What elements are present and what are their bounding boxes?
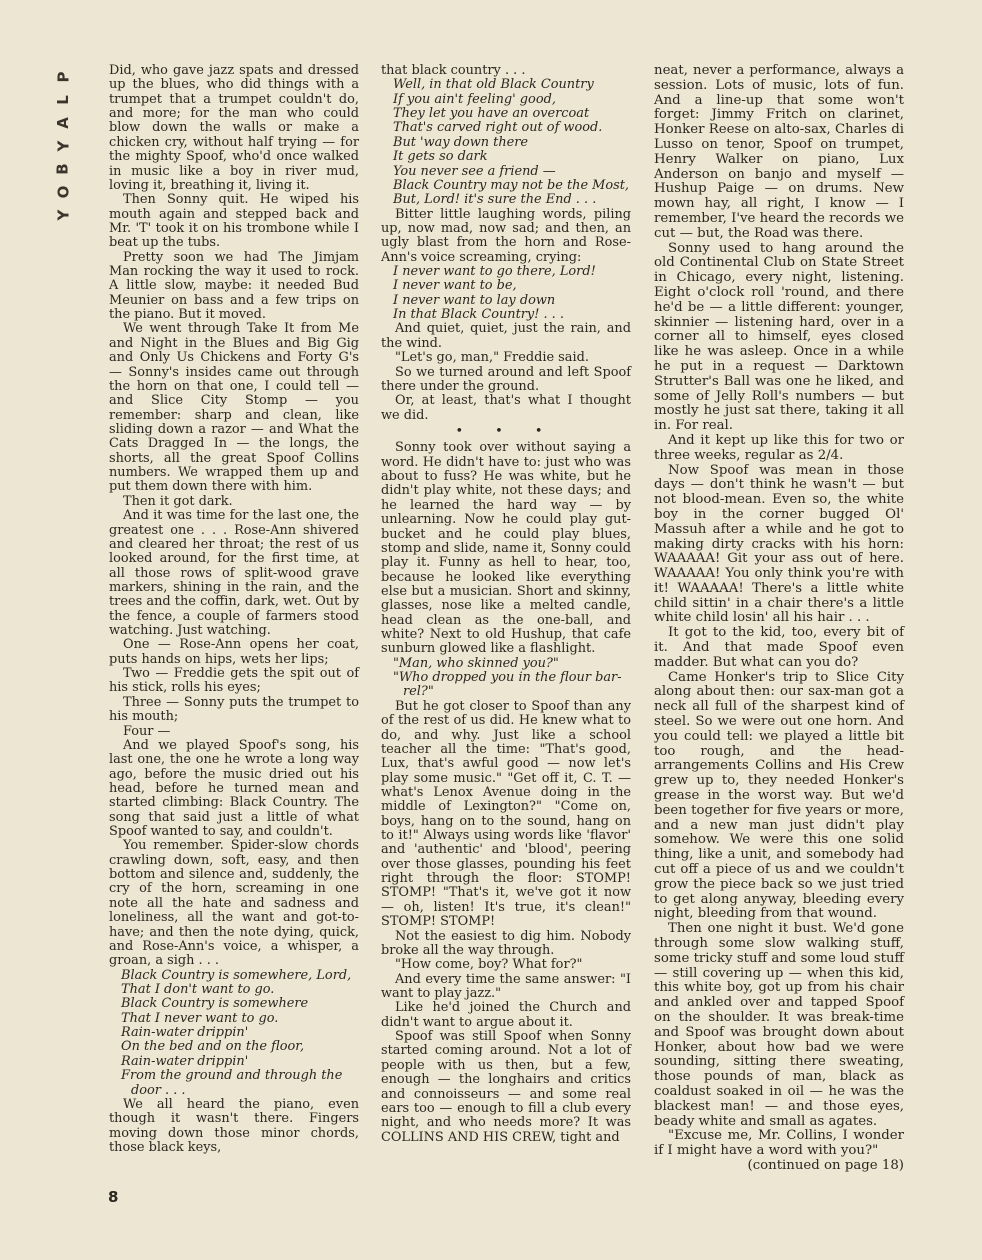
verse-line: I never want to go there, Lord!: [393, 264, 596, 280]
paragraph: Not the easiest to dig him. Nobody broke all the way through.: [381, 928, 631, 958]
paragraph: Then it got dark.: [123, 493, 233, 509]
verse-line: They let you have an overcoat: [393, 106, 590, 122]
verse-line: But 'way down there: [393, 134, 529, 150]
paragraph: Bitter little laughing words, piling up, now mad, now sad; and then, an ugly blast from the horn and Rose-Ann's voice screaming, crying:: [381, 206, 631, 265]
logo-letter: Y: [54, 140, 72, 152]
logo-letter: A: [53, 117, 72, 129]
text-column-3: [654, 64, 904, 1174]
verse-line: But, Lord! it's sure the End . . .: [393, 192, 597, 208]
verse-line: In that Black Country! . . .: [393, 307, 564, 323]
paragraph: Spoof was still Spoof when Sonny started coming around. Not a lot of people with us then, but a few, enough — the longhairs and critics and connoisseurs — and some real ears too — enough to fill a club every night, and who needs more? It was COLLINS AND HIS CREW, tight and: [381, 1029, 631, 1145]
logo-letter: B: [54, 163, 72, 175]
verse-line: door . . .: [131, 1082, 186, 1098]
verse-line: Black Country is somewhere: [121, 996, 309, 1012]
paragraph: "How come, boy? What for?": [395, 957, 583, 973]
verse-line: On the bed and on the floor,: [121, 1039, 305, 1055]
paragraph: Came Honker's trip to Slice City along about then: our sax-man got a neck all full of the sharpest kind of steel. So we were out one horn. And you could tell: we played a little bit too rough, and the head-arrangements Collins and His Crew grew up to, they needed Honker's grease in the worst way. But we'd been together for five years or more, and a new man just didn't play somehow. We were this one solid thing, like a unit, and somebody had cut off a piece of us and we couldn't grow the piece back so we just tried to get along anyway, bleeding every night, bleeding from that wound.: [654, 669, 904, 922]
paragraph: Four —: [123, 723, 171, 739]
verse-line: "Man, who skinned you?": [393, 655, 559, 671]
paragraph: And we played Spoof's song, his last one, the one he wrote a long way ago, before the music dried out his head, before he turned mean and started climbing: Black Country. The song that said just a little of what Spoof wanted to say, and couldn't.: [109, 737, 359, 840]
logo-letter: O: [53, 185, 72, 199]
paragraph: One — Rose-Ann opens her coat, puts hands on hips, wets her lips;: [109, 637, 359, 667]
verse-line: That I never want to go.: [121, 1010, 279, 1026]
verse-line: I never want to lay down: [393, 292, 556, 308]
paragraph: "Let's go, man," Freddie said.: [395, 350, 589, 366]
logo-letter: P: [54, 71, 72, 83]
paragraph: Or, at least, that's what I thought we did.: [381, 393, 631, 423]
verse-line: rel?": [403, 684, 434, 700]
paragraph: Like he'd joined the Church and didn't want to argue about it.: [381, 1000, 631, 1030]
paragraph: It got to the kid, too, every bit of it. And that made Spoof even madder. But what can you do?: [654, 625, 904, 670]
paragraph: And quiet, quiet, just the rain, and the wind.: [381, 321, 631, 351]
paragraph: "Excuse me, Mr. Collins, I wonder if I might have a word with you?": [654, 1128, 904, 1159]
paragraph: neat, never a performance, always a session. Lots of music, lots of fun. And a line-up that some won't forget: Jimmy Fritch on clarinet, Honker Reese on alto-sax, Charles di Lusso on tenor, Spoof on trumpet, Henry Walker on piano, Lux Anderson on banjo and myself — Hushup Paige — on drums. New mown hay, all right, I know — I remember, I've heard the records we cut — but, the Road was there.: [654, 63, 904, 241]
paragraph: You remember. Spider-slow chords crawling down, soft, easy, and then bottom and silence and, suddenly, the cry of the horn, screaming in one note all the hate and sadness and loneliness, all the want and got-to-have; and then the note dying, quick, and Rose-Ann's voice, a whisper, a groan, a sigh . . .: [109, 838, 359, 969]
page-number: 8: [108, 1188, 119, 1206]
paragraph: Pretty soon we had The Jimjam Man rocking the way it used to rock. A little slow, maybe: it needed Bud Meunier on bass and a few trips on the piano. But it moved.: [109, 249, 359, 323]
verse-line: Black Country may not be the Most,: [393, 177, 630, 193]
magazine-sidebar-logo: [52, 70, 74, 222]
verse-line: Well, in that old Black Country: [393, 77, 594, 93]
paragraph: Two — Freddie gets the spit out of his stick, rolls his eyes;: [109, 666, 359, 696]
paragraph: But he got closer to Spoof than any of the rest of us did. He knew what to do, and why. Just like a school teacher all the time: "That's good, Lux, that's awful good — now let's play some music." "Get off it, C. T. — what's Lenox Avenue doing in the middle of Lexington?" "Come on, boys, hang on to the sound, hang on to it!" Always using words like 'flavor' and 'authentic' and 'blood', peering over those glasses, pounding his feet right through the floor: STOMP! STOMP! "That's it, we've got it now — oh, listen! It's true, it's clean!" STOMP! STOMP!: [381, 698, 631, 930]
verse-line: I never want to be,: [393, 278, 517, 294]
text-column-1: [109, 64, 359, 1155]
paragraph: And it was time for the last one, the greatest one . . . Rose-Ann shivered and cleared her throat; the rest of us looked around, for the first time, at all those rows of split-wood grave markers, shining in the rain, and the trees and the coffin, dark, wet. Out by the fence, a couple of farmers stood watching. Just watching.: [109, 508, 359, 639]
verse-line: Black Country is somewhere, Lord,: [121, 967, 352, 983]
paragraph: And it kept up like this for two or three weeks, regular as 2/4.: [654, 432, 904, 463]
paragraph: Sonny used to hang around the old Continental Club on State Street in Chicago, every night, listening. Eight o'clock roll 'round, and there he'd be — a little different: younger, skinnier — listening hard, over in a corner all to himself, eyes closed like he was asleep. Once in a while he put in a request — Darktown Strutter's Ball was one he liked, and some of Jelly Roll's numbers — but mostly he just sat there, taking it all in. For real.: [654, 240, 904, 434]
section-break: • • •: [455, 423, 557, 439]
verse-line: It gets so dark: [393, 149, 488, 165]
verse-line: That I don't want to go.: [121, 982, 275, 997]
paragraph: Now Spoof was mean in those days — don't think he wasn't — but not blood-mean. Even so, the white boy in the corner bugged Ol' Massuh after a while and he got to making dirty cracks with his horn: WAAAAA! Git your ass out of here. WAAAAA! You only think you're with it! WAAAAA! There's a little white child sittin' in a chair there's a little white child losin' all his hair . . .: [654, 462, 904, 626]
verse-line: If you ain't feeling' good,: [393, 91, 556, 107]
verse-line: You never see a friend —: [393, 163, 556, 179]
paragraph: Three — Sonny puts the trumpet to his mouth;: [109, 694, 359, 725]
verse-line: From the ground and through the: [121, 1068, 343, 1084]
paragraph: that black country . . .: [381, 63, 526, 78]
paragraph: And every time the same answer: "I want to play jazz.": [381, 971, 631, 1001]
paragraph: Sonny took over without saying a word. He didn't have to: just who was about to fuss? He was white, but he didn't play white, not these days; and he learned the hard way — by unlearning. Now he could play gut-bucket and he could play blues, stomp and slide, name it, Sonny could play it. Funny as hell to hear, too, because he looked like everything else but a musician. Short and skinny, glasses, nose like a melted candle, head clean as the one-ball, and white? Next to old Hushup, that cafe sunburn glowed like a flashlight.: [381, 440, 631, 657]
paragraph: So we turned around and left Spoof there under the ground.: [381, 364, 631, 394]
verse-line: "Who dropped you in the flour bar-: [393, 670, 622, 686]
verse-line: Rain-water drippin': [121, 1025, 249, 1041]
continuation-note: (continued on page 18): [747, 1157, 904, 1173]
verse-line: Rain-water drippin': [121, 1053, 249, 1069]
paragraph: We all heard the piano, even though it wasn't there. Fingers moving down those minor chords, those black keys,: [109, 1096, 359, 1155]
paragraph: We went through Take It from Me and Night in the Blues and Big Gig and Only Us Chickens and Forty G's — Sonny's insides came out through the horn on that one, I could tell — and Slice City Stomp — you remember: sharp and clean, like sliding down a razor — and What the Cats Dragged In — the longs, the shorts, all the great Spoof Collins numbers. We wrapped them up and put them down there with him.: [109, 321, 359, 495]
paragraph: Did, who gave jazz spats and dressed up the blues, who did things with a trumpet that a trumpet couldn't do, and more; for the man who could blow down the walls or make a chicken cry, without half trying — for the mighty Spoof, who'd once walked in music like a boy in river mud, loving it, breathing it, living it.: [109, 63, 359, 193]
logo-letter: Y: [54, 209, 72, 221]
paragraph: Then Sonny quit. He wiped his mouth again and stepped back and Mr. 'T' took it on his trombone while I beat up the tubs.: [109, 192, 359, 251]
paragraph: Then one night it bust. We'd gone through some slow walking stuff, some tricky stuff and some loud stuff — still covering up — when this kid, this white boy, got up from his chair and ankled over and tapped Spoof on the shoulder. It was break-time and Spoof was brought down about Honker, about how bad we were sounding, sitting there sweating, those pounds of man, black as coaldust soaked in oil — he was the blackest man! — and those eyes, beady white and small as agates.: [654, 921, 904, 1129]
logo-letter: L: [54, 95, 72, 105]
verse-line: That's carved right out of wood.: [393, 120, 603, 136]
text-column-2: [381, 64, 631, 1145]
